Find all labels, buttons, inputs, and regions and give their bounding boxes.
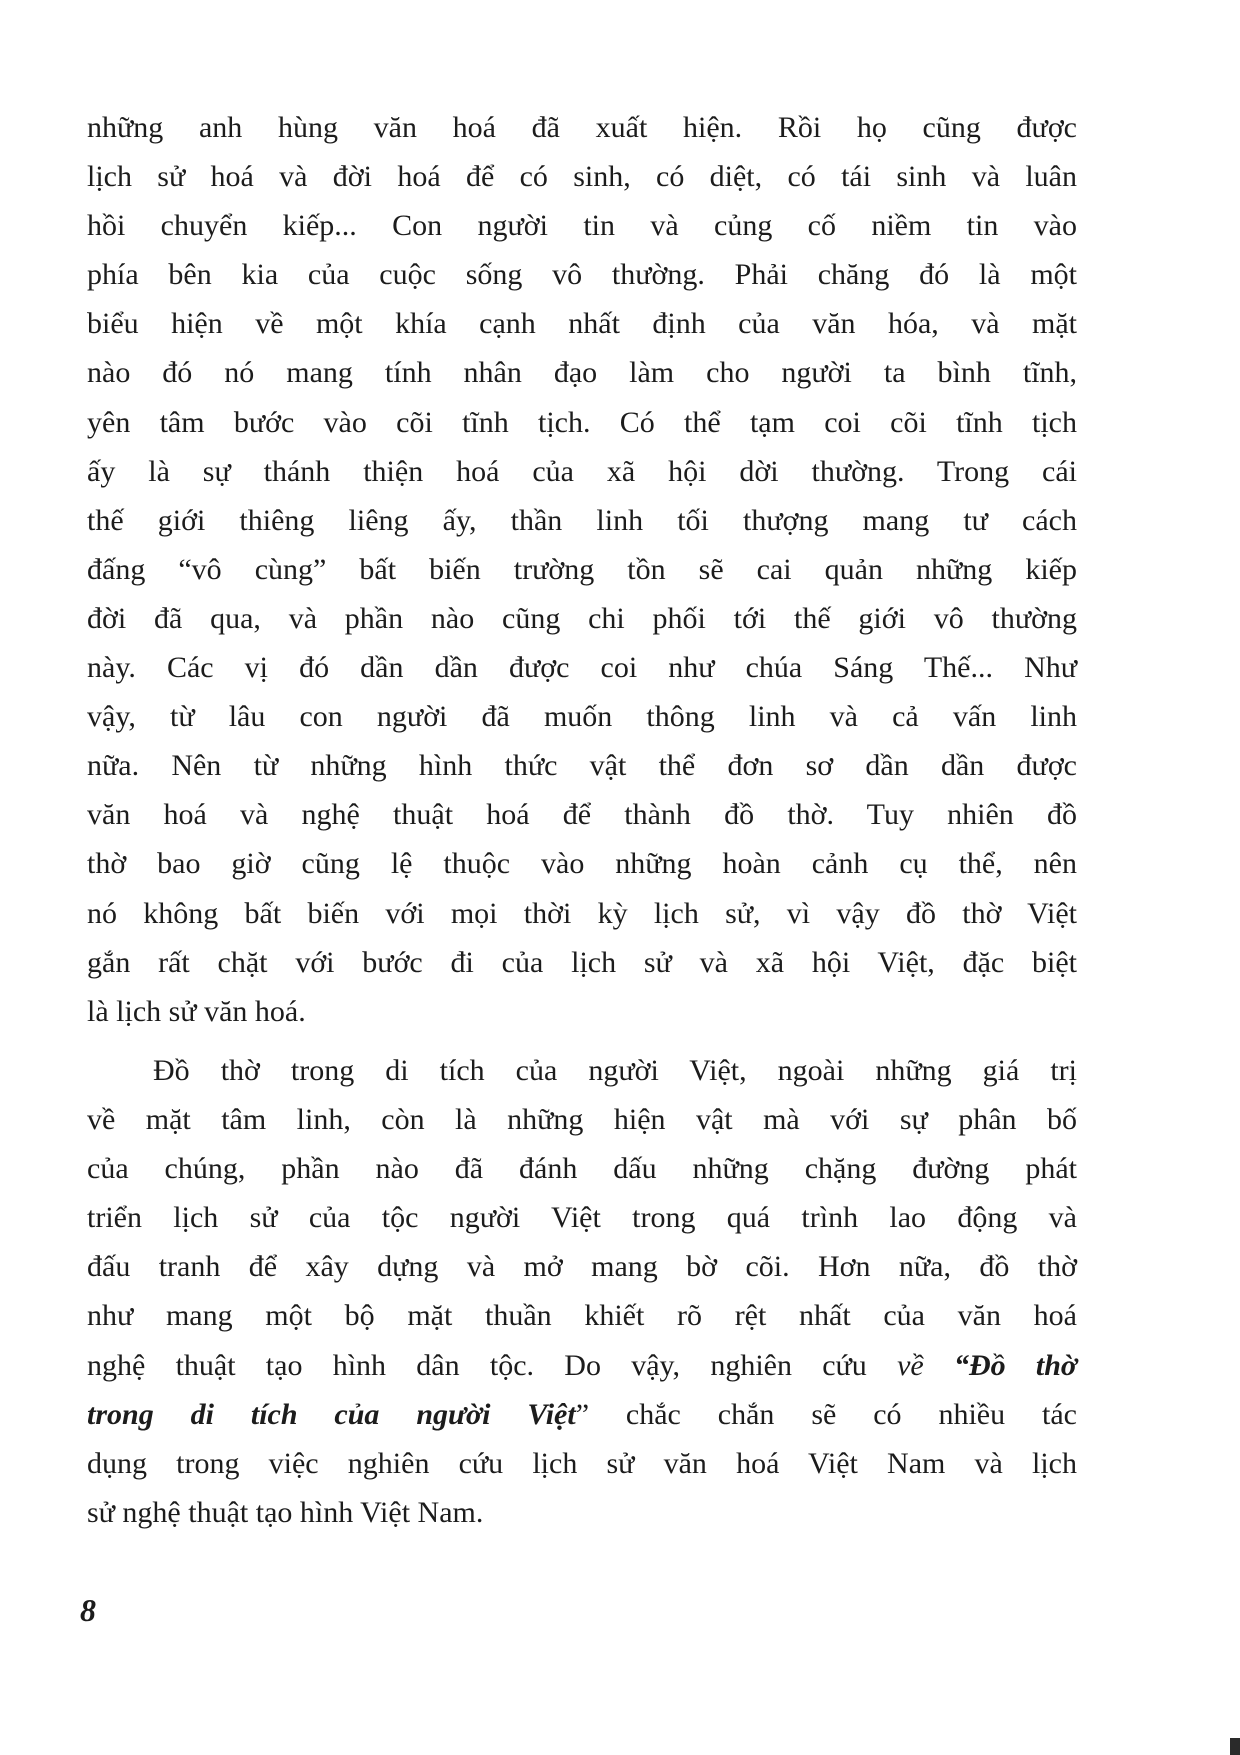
text-segment: nghệ thuật tạo hình dân tộc. Do vậy, nghiên cứu [87,1348,867,1382]
text-line: đời đã qua, và phần nào cũng chi phối tới thế giới vô thường [87,601,1077,635]
text-line: về mặt tâm linh, còn là những hiện vật mà với sự phân bố [87,1103,1077,1137]
book-title-end: trong di tích của người Việt [87,1397,576,1431]
text-line: triển lịch sử của tộc người Việt trong quá trình lao động và [87,1201,1077,1235]
text-line: thờ bao giờ cũng lệ thuộc vào những hoàn cảnh cụ thể, nên [87,847,1077,881]
scan-artifact [1230,1738,1240,1755]
text-line-with-title [87,1341,1077,1390]
text-segment-italic: về [897,1348,924,1382]
book-title-start: “Đồ thờ [953,1348,1078,1382]
text-line: của chúng, phần nào đã đánh dấu những chặng đường phát [87,1152,1077,1186]
page-number: 8 [80,1592,96,1628]
text-segment: ” chắc chắn sẽ có nhiều tác [575,1397,1077,1431]
text-line: yên tâm bước vào cõi tĩnh tịch. Có thể tạm coi cõi tĩnh tịch [87,405,1077,439]
text-line: này. Các vị đó dần dần được coi như chúa Sáng Thế... Như [87,651,1077,685]
text-line: văn hoá và nghệ thuật hoá để thành đồ thờ. Tuy nhiên đồ [87,798,1077,832]
text-line: gắn rất chặt với bước đi của lịch sử và xã hội Việt, đặc biệt [87,945,1077,979]
text-line: ấy là sự thánh thiện hoá của xã hội dời thường. Trong cái [87,454,1077,488]
text-line: là lịch sử văn hoá. [87,994,306,1028]
text-line: vậy, từ lâu con người đã muốn thông linh và cả vấn linh [87,700,1077,734]
text-line: nào đó nó mang tính nhân đạo làm cho người ta bình tĩnh, [87,356,1077,390]
paragraph-1 [87,103,1077,1036]
text-line: thế giới thiêng liêng ấy, thần linh tối thượng mang tư cách [87,503,1077,537]
text-line: như mang một bộ mặt thuần khiết rõ rệt nhất của văn hoá [87,1299,1077,1333]
text-line: hồi chuyển kiếp... Con người tin và củng cố niềm tin vào [87,209,1077,243]
text-line: Đồ thờ trong di tích của người Việt, ngoài những giá trị [153,1054,1077,1087]
text-line: sử nghệ thuật tạo hình Việt Nam. [87,1495,484,1529]
text-line: lịch sử hoá và đời hoá để có sinh, có diệt, có tái sinh và luân [87,160,1077,194]
text-line: dụng trong việc nghiên cứu lịch sử văn hoá Việt Nam và lịch [87,1446,1077,1480]
text-line: những anh hùng văn hoá đã xuất hiện. Rồi họ cũng được [87,111,1077,144]
text-line-with-title [87,1390,1077,1439]
text-line: nó không bất biến với mọi thời kỳ lịch sử, vì vậy đồ thờ Việt [87,896,1077,930]
text-line: đấu tranh để xây dựng và mở mang bờ cõi. Hơn nữa, đồ thờ [87,1250,1077,1284]
text-line: phía bên kia của cuộc sống vô thường. Phải chăng đó là một [87,258,1077,292]
text-line: đấng “vô cùng” bất biến trường tồn sẽ cai quản những kiếp [87,552,1077,586]
text-line: nữa. Nên từ những hình thức vật thể đơn sơ dần dần được [87,749,1077,783]
paragraph-2 [87,1046,1077,1537]
text-line: biểu hiện về một khía cạnh nhất định của văn hóa, và mặt [87,307,1077,341]
